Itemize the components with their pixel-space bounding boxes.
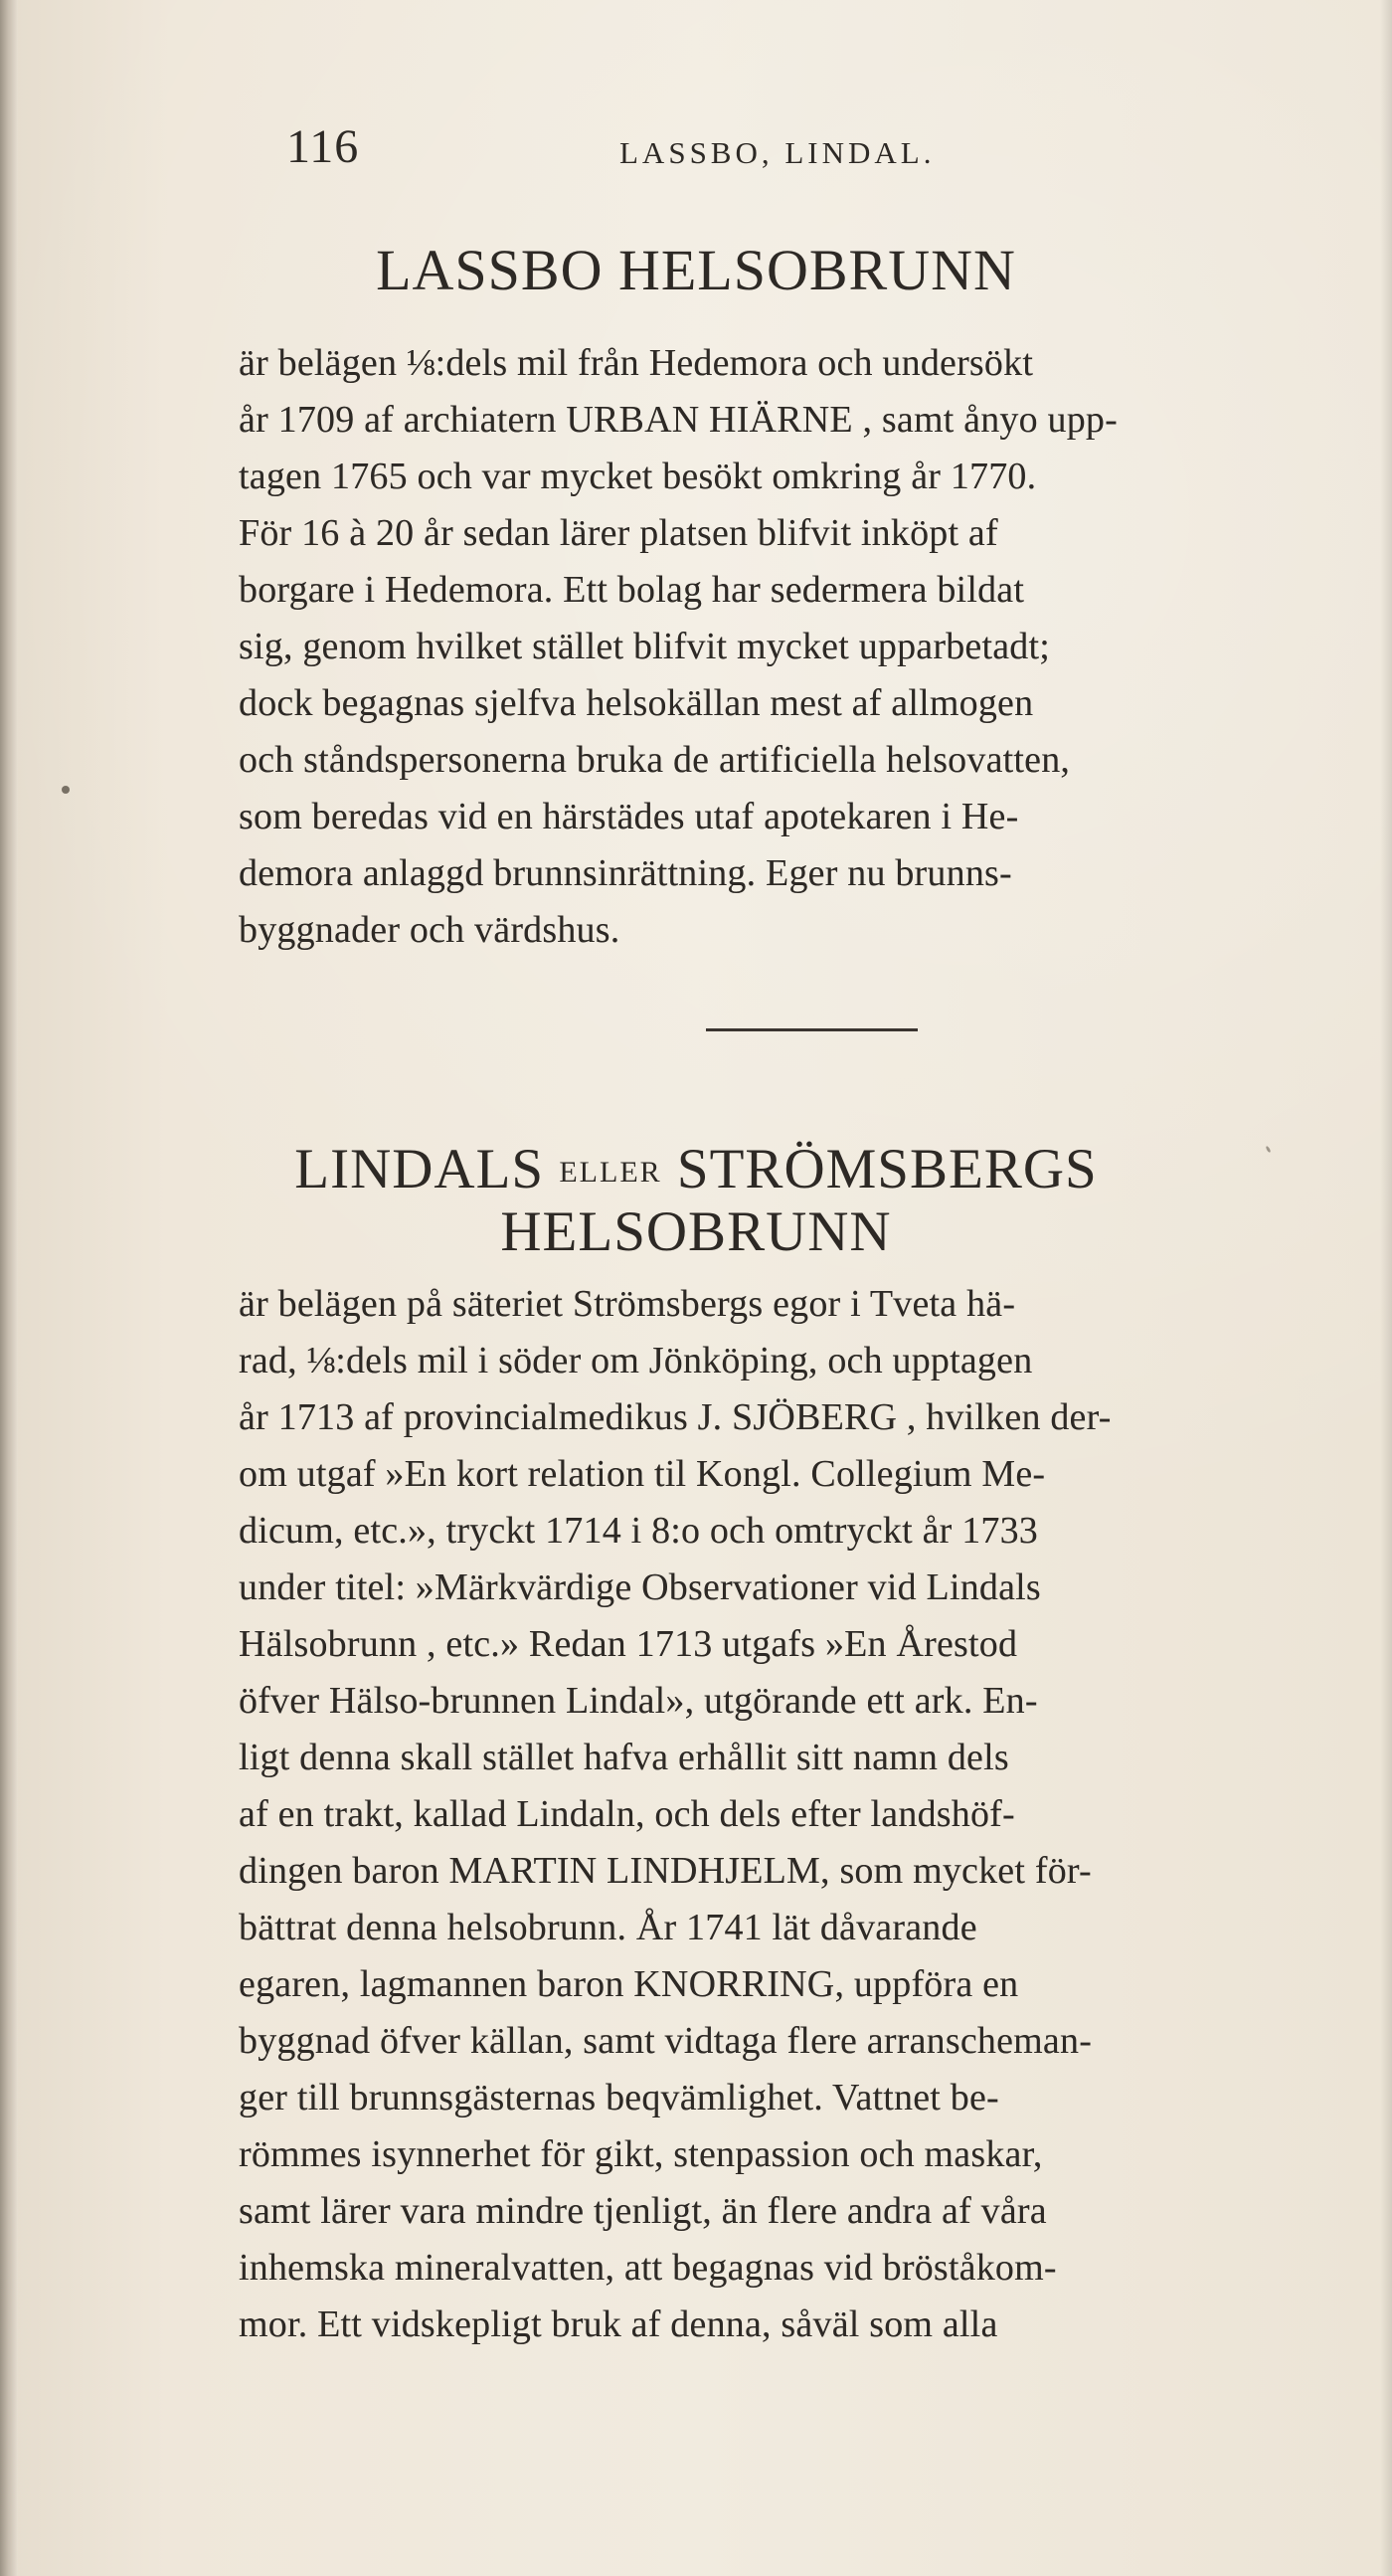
text-line: byggnad öfver källan, samt vidtaga flere arranscheman- xyxy=(239,2020,1093,2062)
text-line: som beredas vid en härstädes utaf apotekaren i He- xyxy=(239,796,1019,837)
text-line: är belägen på säteriet Strömsbergs egor i Tveta hä- xyxy=(239,1283,1016,1325)
text-line: tagen 1765 och var mycket besökt omkring år 1770. xyxy=(239,456,1037,497)
text-line: dingen baron MARTIN LINDHJELM, som mycket för- xyxy=(239,1850,1092,1892)
text-line: byggnader och värdshus. xyxy=(239,909,620,951)
section-title-lassbo: LASSBO HELSOBRUNN xyxy=(376,238,1016,302)
text-line: Hälsobrunn , etc.» Redan 1713 utgafs »En Årestod xyxy=(239,1623,1018,1665)
text-line: år 1713 af provincialmedikus J. SJÖBERG , hvilken der- xyxy=(239,1396,1112,1438)
ink-spot xyxy=(62,786,70,794)
section-title-part2: STRÖMSBERGS xyxy=(676,1138,1098,1200)
running-head: LASSBO, LINDAL. xyxy=(619,135,936,170)
section-divider xyxy=(706,1028,918,1031)
text-line: dicum, etc.», tryckt 1714 i 8:o och omtryckt år 1733 xyxy=(239,1510,1039,1552)
text-line: om utgaf »En kort relation til Kongl. Collegium Me- xyxy=(239,1453,1046,1495)
text-line: inhemska mineralvatten, att begagnas vid bröståkom- xyxy=(239,2247,1057,2289)
text-line: samt lärer vara mindre tjenligt, än flere andra af våra xyxy=(239,2190,1047,2232)
text-line: dock begagnas sjelfva helsokällan mest af allmogen xyxy=(239,682,1034,724)
text-line: ligt denna skall stället hafva erhållit sitt namn dels xyxy=(239,1737,1009,1778)
section-title-lindals xyxy=(0,1137,1392,1201)
text-line: demora anlaggd brunnsinrättning. Eger nu brunns- xyxy=(239,852,1012,894)
text-line: rad, ⅛:dels mil i söder om Jönköping, och upptagen xyxy=(239,1340,1033,1381)
text-line: öfver Hälso-brunnen Lindal», utgörande ett ark. En- xyxy=(239,1680,1038,1722)
text-line: år 1709 af archiatern URBAN HIÄRNE , samt ånyo upp- xyxy=(239,399,1118,441)
text-line: römmes isynnerhet för gikt, stenpassion och maskar, xyxy=(239,2133,1043,2175)
page-header xyxy=(286,120,1042,193)
text-line: För 16 à 20 år sedan lärer platsen blifvit inköpt af xyxy=(239,512,998,554)
text-line: borgare i Hedemora. Ett bolag har sedermera bildat xyxy=(239,569,1025,611)
text-line: egaren, lagmannen baron KNORRING, uppföra en xyxy=(239,1963,1019,2005)
page-number: 116 xyxy=(286,120,360,173)
text-line: ger till brunnsgästernas beqvämlighet. Vattnet be- xyxy=(239,2077,999,2118)
text-line: sig, genom hvilket stället blifvit mycket upparbetadt; xyxy=(239,626,1051,667)
section-title-helsobrunn: HELSOBRUNN xyxy=(500,1200,892,1263)
page-binding-edge xyxy=(0,0,18,2576)
section-title-connector: ELLER xyxy=(559,1156,662,1189)
text-line: bättrat denna helsobrunn. År 1741 lät dåvarande xyxy=(239,1907,977,1948)
text-line: är belägen ⅛:dels mil från Hedemora och undersökt xyxy=(239,342,1034,384)
text-line: och ståndspersonerna bruka de artificiella helsovatten, xyxy=(239,739,1071,781)
text-line: mor. Ett vidskepligt bruk af denna, såväl som alla xyxy=(239,2303,998,2345)
text-line: under titel: »Märkvärdige Observationer vid Lindals xyxy=(239,1566,1041,1608)
section-title-part1: LINDALS xyxy=(294,1138,545,1200)
text-line: af en trakt, kallad Lindaln, och dels efter landshöf- xyxy=(239,1793,1015,1835)
